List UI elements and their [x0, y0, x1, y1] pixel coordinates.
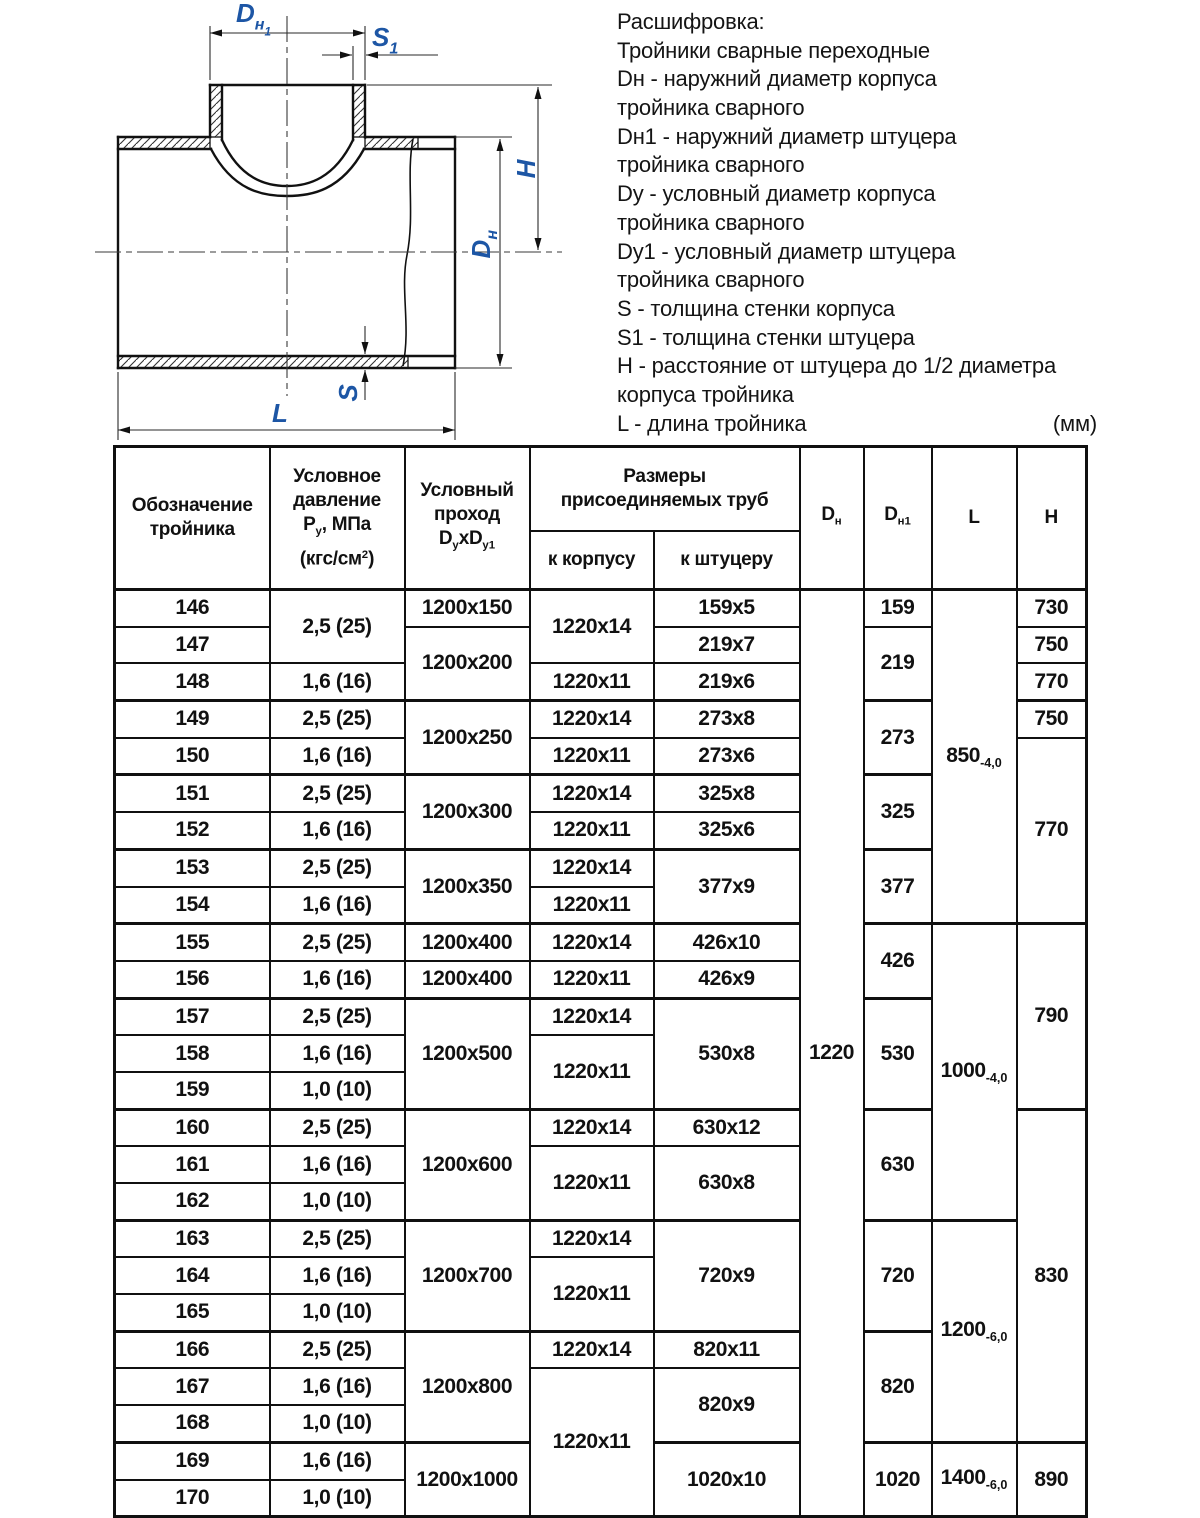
table-cell: 1,6 (16) — [270, 1257, 405, 1294]
dim-label-dn: $D_н$ — [465, 229, 502, 259]
col-header-height: H — [1017, 447, 1087, 590]
table-cell: 273x6 — [654, 738, 800, 775]
table-cell: 1220x14 — [530, 849, 654, 886]
table-cell: 167 — [115, 1368, 270, 1405]
table-cell: 830 — [1017, 1109, 1087, 1442]
table-cell: 152 — [115, 812, 270, 849]
spec-table-body — [115, 590, 1087, 1517]
table-cell: 170 — [115, 1480, 270, 1517]
table-cell: 2,5 (25) — [270, 590, 405, 664]
table-cell: 1,0 (10) — [270, 1294, 405, 1331]
table-cell: 890 — [1017, 1442, 1087, 1516]
table-cell: 1200x1000 — [405, 1442, 530, 1516]
legend-line: тройника сварного — [617, 209, 805, 235]
col-header-to-body: к корпусу — [530, 531, 654, 590]
legend-line: Dу1 - условный диаметр штуцера — [617, 238, 956, 264]
dim-label-s: S — [333, 384, 363, 402]
table-cell: 1200x400 — [405, 924, 530, 961]
table-cell: 273 — [864, 701, 932, 775]
table-cell: 325x8 — [654, 775, 800, 812]
table-cell: 1200x200 — [405, 627, 530, 701]
table-cell: 1,6 (16) — [270, 1035, 405, 1072]
table-cell: 155 — [115, 924, 270, 961]
table-cell: 219 — [864, 627, 932, 701]
table-cell: 1220x11 — [530, 663, 654, 700]
table-cell: 2,5 (25) — [270, 849, 405, 886]
table-cell: 1,6 (16) — [270, 1146, 405, 1183]
col-header-designation: Обозначение тройника — [115, 447, 270, 590]
table-cell: 2,5 (25) — [270, 701, 405, 738]
hatched-walls — [118, 85, 418, 368]
table-cell: 159 — [864, 590, 932, 627]
table-cell: 157 — [115, 998, 270, 1035]
table-cell: 1,6 (16) — [270, 961, 405, 998]
table-cell: 1,6 (16) — [270, 663, 405, 700]
dim-label-h: H — [511, 159, 541, 179]
tee-drawing-svg — [0, 0, 610, 445]
table-cell: $850_{-4,0}$ — [932, 590, 1017, 924]
table-cell: 1200x500 — [405, 998, 530, 1109]
legend-line: Тройники сварные переходные — [617, 37, 930, 63]
table-cell: 1220x14 — [530, 701, 654, 738]
table-cell: 1020 — [864, 1442, 932, 1516]
table-cell: 2,5 (25) — [270, 1109, 405, 1146]
table-cell: 164 — [115, 1257, 270, 1294]
col-header-dn1: $D_{н1}$ — [864, 447, 932, 590]
table-cell: 1220x14 — [530, 775, 654, 812]
legend-last-line — [617, 410, 1097, 439]
table-cell: 1220x14 — [530, 1220, 654, 1257]
table-cell: 1,6 (16) — [270, 738, 405, 775]
table-cell: 630x8 — [654, 1146, 800, 1220]
table-cell: 820x9 — [654, 1368, 800, 1442]
table-cell: 1,6 (16) — [270, 812, 405, 849]
table-cell: 426x10 — [654, 924, 800, 961]
table-cell: 720x9 — [654, 1220, 800, 1331]
table-cell: 166 — [115, 1331, 270, 1368]
table-cell: 1220 — [800, 590, 864, 1517]
table-cell: 2,5 (25) — [270, 924, 405, 961]
table-cell: 2,5 (25) — [270, 998, 405, 1035]
table-cell: 1200x600 — [405, 1109, 530, 1220]
table-cell: 1200x150 — [405, 590, 530, 627]
table-cell: 790 — [1017, 924, 1087, 1109]
table-cell: 2,5 (25) — [270, 1220, 405, 1257]
dim-label-dn1: $D_{н1}$ — [236, 0, 272, 39]
table-cell: 1220x14 — [530, 590, 654, 664]
table-cell: 325x6 — [654, 812, 800, 849]
table-cell: 377x9 — [654, 849, 800, 923]
table-cell: 156 — [115, 961, 270, 998]
table-cell: 153 — [115, 849, 270, 886]
legend-line: Dу - условный диаметр корпуса — [617, 181, 936, 207]
table-cell: 150 — [115, 738, 270, 775]
legend-line: S1 - толщина стенки штуцера — [617, 324, 915, 350]
table-cell: 1220x14 — [530, 924, 654, 961]
table-cell: 630 — [864, 1109, 932, 1220]
legend-line: тройника сварного — [617, 95, 805, 121]
col-header-to-branch: к штуцеру — [654, 531, 800, 590]
col-header-bore: Условный проход $D_уxD_{у1}$ — [405, 447, 530, 590]
table-cell: 1220x11 — [530, 1257, 654, 1331]
table-cell: 1200x800 — [405, 1331, 530, 1442]
legend-unit-note: (мм) — [1052, 410, 1097, 436]
table-cell: 169 — [115, 1442, 270, 1479]
table-cell: 1200x700 — [405, 1220, 530, 1331]
table-cell: 426x9 — [654, 961, 800, 998]
table-cell: 770 — [1017, 663, 1087, 700]
legend-line: Dн1 - наружний диаметр штуцера — [617, 123, 957, 149]
table-cell: 1,6 (16) — [270, 887, 405, 924]
table-cell: 219x6 — [654, 663, 800, 700]
table-cell: 750 — [1017, 627, 1087, 664]
centerlines — [95, 16, 562, 396]
table-cell: 1220x11 — [530, 1035, 654, 1109]
col-header-pipe-sizes: Размеры присоединяемых труб — [530, 447, 800, 531]
table-cell: 1220x11 — [530, 961, 654, 998]
table-cell: 1200x400 — [405, 961, 530, 998]
table-cell: 1,6 (16) — [270, 1442, 405, 1479]
table-cell: 159x5 — [654, 590, 800, 627]
table-cell: 151 — [115, 775, 270, 812]
table-cell: $1400_{-6,0}$ — [932, 1442, 1017, 1516]
table-cell: 820 — [864, 1331, 932, 1442]
table-cell: 160 — [115, 1109, 270, 1146]
legend-title: Расшифровка: — [617, 9, 765, 34]
table-cell: 325 — [864, 775, 932, 849]
table-cell: 1,6 (16) — [270, 1368, 405, 1405]
table-cell: 630x12 — [654, 1109, 800, 1146]
table-cell: 158 — [115, 1035, 270, 1072]
table-cell: 377 — [864, 849, 932, 923]
table-cell: 720 — [864, 1220, 932, 1331]
table-cell: 162 — [115, 1183, 270, 1220]
spec-table — [113, 445, 1088, 1518]
legend-lines — [617, 37, 1097, 410]
table-cell: 530x8 — [654, 998, 800, 1109]
table-cell: 530 — [864, 998, 932, 1109]
legend-last-text: L - длина тройника — [617, 410, 807, 436]
table-cell: 219x7 — [654, 627, 800, 664]
table-cell: 820x11 — [654, 1331, 800, 1368]
legend-line: H - расстояние от штуцера до 1/2 диаметра — [617, 353, 1056, 379]
table-cell: 1220x14 — [530, 998, 654, 1035]
table-cell: 1200x300 — [405, 775, 530, 849]
table-row — [115, 590, 1087, 627]
table-cell: 770 — [1017, 738, 1087, 924]
table-cell: 1200x250 — [405, 701, 530, 775]
table-cell: 149 — [115, 701, 270, 738]
table-cell: 1220x11 — [530, 812, 654, 849]
table-cell: 148 — [115, 663, 270, 700]
table-cell: 730 — [1017, 590, 1087, 627]
table-cell: 154 — [115, 887, 270, 924]
table-row — [115, 1220, 1087, 1257]
col-header-length: L — [932, 447, 1017, 590]
spec-table-header — [115, 447, 1087, 590]
table-cell: 161 — [115, 1146, 270, 1183]
table-cell: 146 — [115, 590, 270, 627]
col-header-pressure: Условное давление $P_у$, МПа $(кгс/см^2)$ — [270, 447, 405, 590]
table-cell: 1220x11 — [530, 887, 654, 924]
legend-line: S - толщина стенки корпуса — [617, 295, 895, 321]
table-cell: 163 — [115, 1220, 270, 1257]
table-cell: 147 — [115, 627, 270, 664]
table-cell: $1200_{-6,0}$ — [932, 1220, 1017, 1442]
table-cell: $1000_{-4,0}$ — [932, 924, 1017, 1221]
table-cell: 1220x11 — [530, 738, 654, 775]
table-row — [115, 924, 1087, 961]
table-cell: 273x8 — [654, 701, 800, 738]
dim-label-l: L — [272, 398, 288, 428]
spec-table-wrap — [113, 445, 1088, 1518]
table-cell: 1220x11 — [530, 1368, 654, 1516]
col-header-dn: $D_н$ — [800, 447, 864, 590]
table-cell: 159 — [115, 1072, 270, 1109]
legend-line: тройника сварного — [617, 267, 805, 293]
table-cell: 2,5 (25) — [270, 1331, 405, 1368]
table-cell: 165 — [115, 1294, 270, 1331]
table-cell: 1200x350 — [405, 849, 530, 923]
legend-line: корпуса тройника — [617, 381, 794, 407]
table-cell: 1020x10 — [654, 1442, 800, 1516]
tee-drawing — [0, 0, 610, 445]
legend — [617, 8, 1097, 438]
table-cell: 426 — [864, 924, 932, 998]
table-cell: 1220x14 — [530, 1109, 654, 1146]
table-cell: 1220x11 — [530, 1146, 654, 1220]
table-cell: 1,0 (10) — [270, 1183, 405, 1220]
table-cell: 1,0 (10) — [270, 1405, 405, 1442]
table-cell: 2,5 (25) — [270, 775, 405, 812]
table-cell: 750 — [1017, 701, 1087, 738]
table-cell: 1220x14 — [530, 1331, 654, 1368]
legend-line: тройника сварного — [617, 152, 805, 178]
table-cell: 1,0 (10) — [270, 1072, 405, 1109]
legend-line: Dн - наружний диаметр корпуса — [617, 66, 937, 92]
table-cell: 1,0 (10) — [270, 1480, 405, 1517]
dim-label-s1: $S_1$ — [372, 22, 399, 58]
table-cell: 168 — [115, 1405, 270, 1442]
